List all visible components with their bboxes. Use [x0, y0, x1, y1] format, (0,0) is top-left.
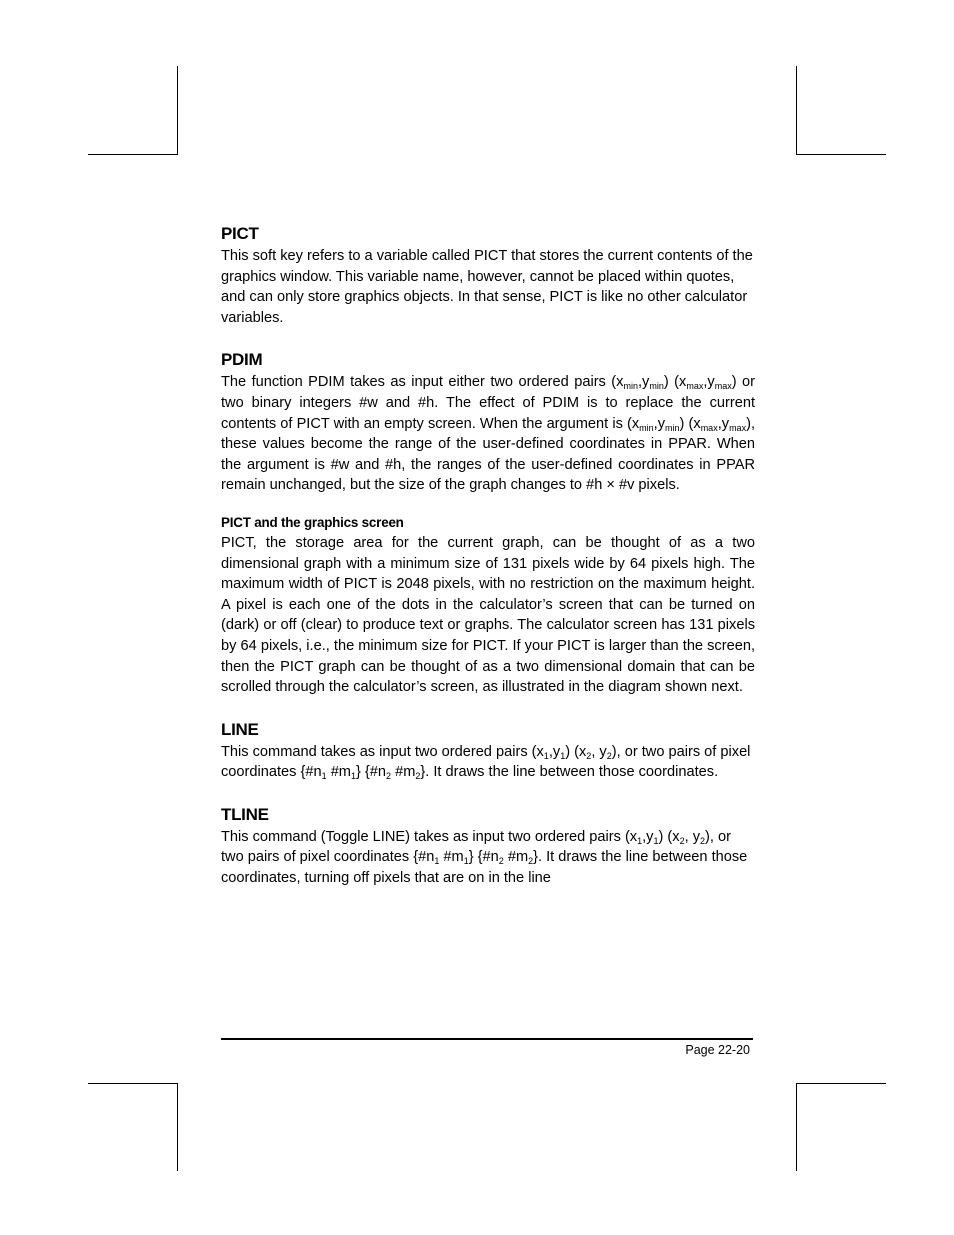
tline-paragraph: This command (Toggle LINE) takes as input two ordered pairs $(x_1,y_1)$ ($x_2$, $y_2$), or two pairs of pixel coordinates {$\#n_1$ $\#m_1$} {$\#n_2$ $\#m_2$}. It draws the line between those coordinates, turning off pixels that are on in the line	[221, 828, 748, 887]
crop-mark-bottom-left-horizontal	[88, 1083, 178, 1084]
section-heading-pdim: PDIM	[221, 350, 263, 370]
section-heading-pict: PICT	[221, 224, 259, 243]
crop-mark-top-right-horizontal	[796, 154, 886, 155]
page-number: Page 22-20	[685, 1043, 750, 1057]
pict-graphics-paragraph: PICT, the storage area for the current graph, can be thought of as a two dimensional graph with a minimum size of 131 pixels wide by 64 pixels high. The maximum width of PICT is 2048 pixels, with no restriction on the maximum height. A pixel is each one of the dots in the calculator’s screen that can be turned on (dark) or off (clear) to produce text or graphs. The calculator screen has 131 pixels by 64 pixels, i.e., the minimum size for PICT. If your PICT is larger than the screen, then the PICT graph can be thought of as a two dimensional domain that can be scrolled through the calculator’s screen, as illustrated in the diagram shown next.	[221, 534, 755, 696]
crop-mark-top-right-vertical	[796, 66, 797, 154]
crop-mark-top-left-vertical	[177, 66, 178, 154]
section-heading-tline: TLINE	[221, 804, 269, 824]
crop-mark-bottom-left-vertical	[177, 1083, 178, 1171]
footer-rule	[221, 1038, 753, 1040]
page-content	[221, 224, 755, 889]
pdim-paragraph: The function PDIM takes as input either two ordered pairs $(x_{min},y_{min})$ $(x_{max},y_{max})$ or two binary integers #w and #h. The effect of PDIM is to replace the current contents of PICT with an empty screen. When the argument is $(x_{min},y_{min})$ $(x_{max},y_{max})$, these values become the range of the user-defined coordinates in PPAR. When the argument is #w and #h, the ranges of the user-defined coordinates in PPAR remain unchanged, but the size of the graph changes to #h × #v pixels.	[221, 374, 756, 494]
crop-mark-bottom-right-vertical	[796, 1083, 797, 1171]
line-paragraph: This command takes as input two ordered pairs $(x_1,y_1)$ ($x_2$, $y_2$), or two pairs of pixel coordinates {$\#n_1$ $\#m_1$} {$\#n_2$ $\#m_2$}. It draws the line between those coordinates.	[221, 743, 751, 782]
section-heading-line: LINE	[221, 719, 259, 739]
pict-paragraph: This soft key refers to a variable called PICT that stores the current contents of the graphics window. This variable name, however, cannot be placed within quotes, and can only store graphics objects. In that sense, PICT is like no other calculator variables.	[221, 248, 753, 326]
subsection-heading-pict-graphics: PICT and the graphics screen	[221, 514, 404, 530]
crop-mark-top-left-horizontal	[88, 154, 178, 155]
crop-mark-bottom-right-horizontal	[796, 1083, 886, 1084]
